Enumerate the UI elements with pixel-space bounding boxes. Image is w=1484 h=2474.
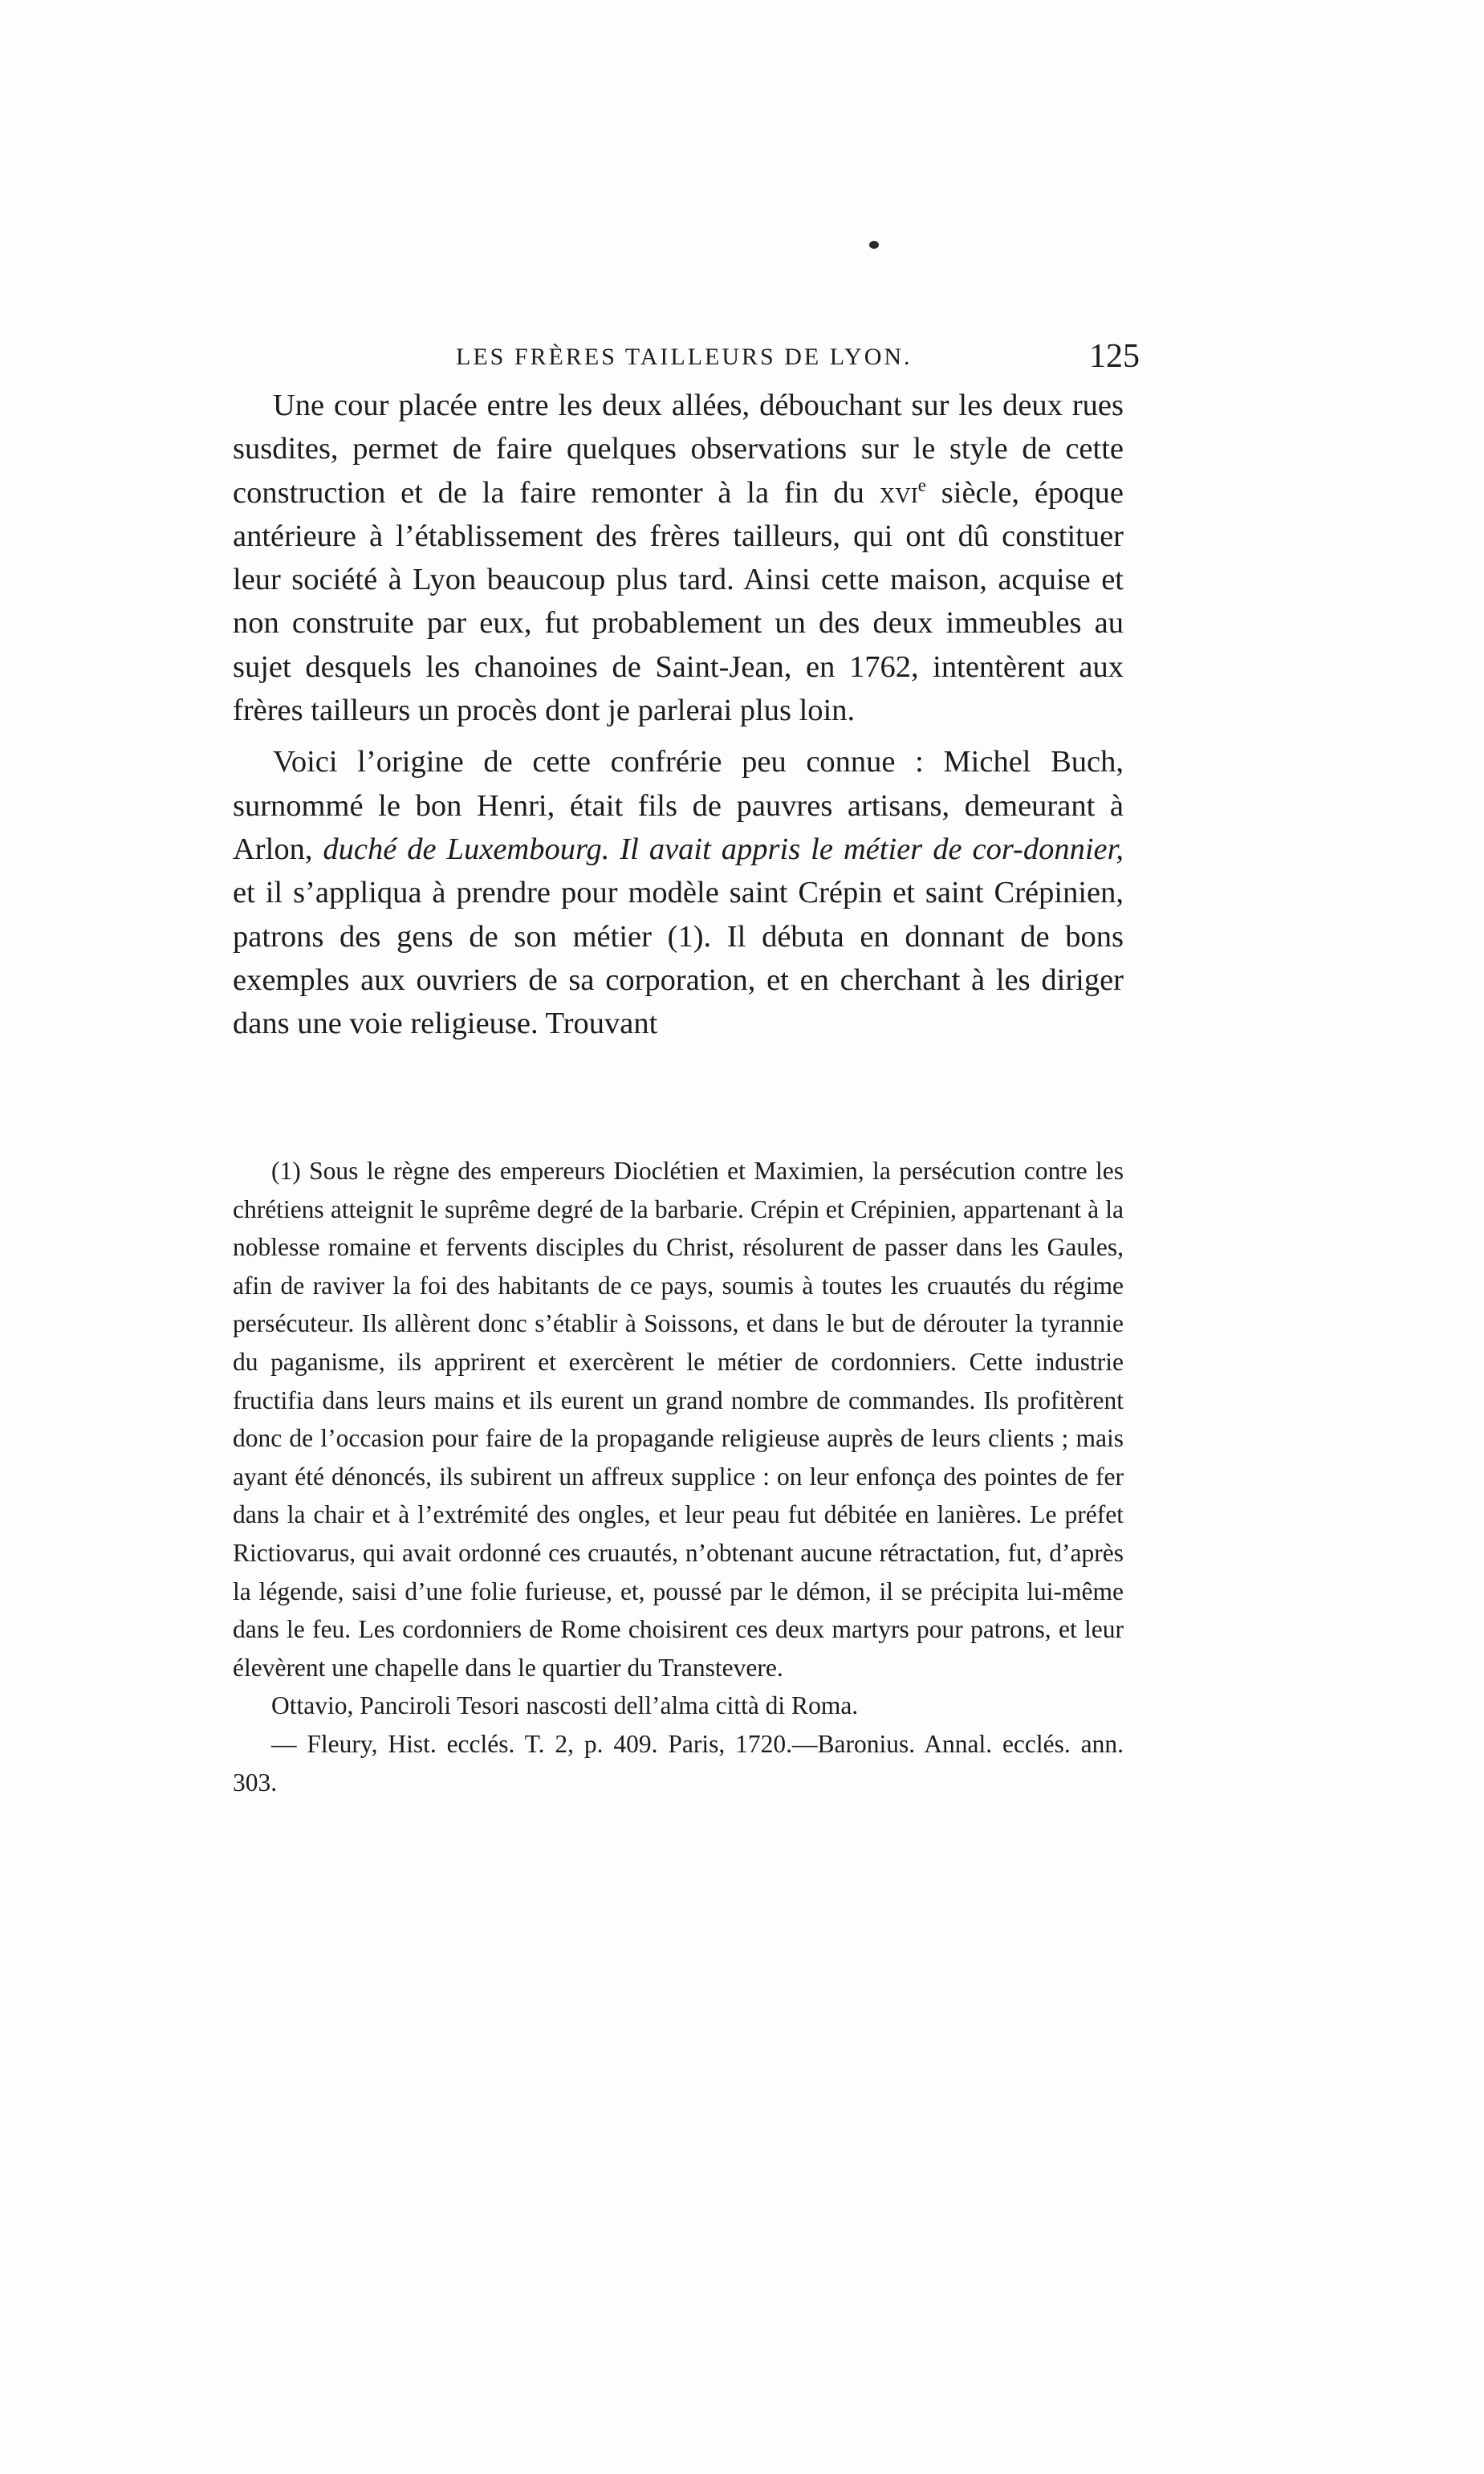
- page-number: 125: [1089, 338, 1140, 375]
- footnote-reference-1: Ottavio, Panciroli Tesori nascosti dell’alma città di Roma.: [271, 1691, 859, 1720]
- paragraph-2: [233, 740, 1124, 1045]
- paragraph-1-start: Une cour placée entre les deux allées, débouchant sur les deux rues susdites, permet de faire quelques observations sur le style de cette construction et de la faire remonter à la fin du: [233, 389, 1124, 510]
- running-head: [265, 340, 1140, 380]
- century-numeral: xvi: [879, 475, 918, 510]
- paragraph-1: [233, 384, 1124, 732]
- footnote-1: (1) Sous le règne des empereurs Dioclétien et Maximien, la persécution contre les chrétiens atteignit le suprême degré de la barbarie. Crépin et Crépinien, appartenant à la noblesse romaine et fervents disciples du Christ, résolurent de passer dans les Gaules, afin de raviver la foi des habitants de ce pays, soumis à toutes les cruautés du régime persécuteur. Ils allèrent donc s’établir à Soissons, et dans le but de dérouter la tyrannie du paganisme, ils apprirent et exercèrent le métier de cordonniers. Cette industrie fructifia dans leurs mains et ils eurent un grand nombre de commandes. Ils profitèrent donc de l’occasion pour faire de la propagande religieuse auprès de leurs clients ; mais ayant été dénoncés, ils subirent un affreux supplice : on leur enfonça des pointes de fer dans la chair et à l’extrémité des ongles, et leur peau fut débitée en lanières. Le préfet Rictiovarus, qui avait ordonné ces cruautés, n’obtenant aucune rétractation, fut, d’après la légende, saisi d’une folie furieuse, et, poussé par le démon, il se précipita lui-même dans le feu. Les cordonniers de Rome choisirent ces deux martyrs pour patrons, et leur élevèrent une chapelle dans le quartier du Transtevere.: [233, 1157, 1124, 1682]
- footnote-reference-2: — Fleury, Hist. ecclés. T. 2, p. 409. Paris, 1720.—Baronius. Annal. ecclés. ann. 303.: [233, 1729, 1124, 1796]
- running-title: LES FRÈRES TAILLEURS DE LYON.: [456, 344, 913, 370]
- ink-speck: [869, 241, 879, 249]
- main-text: [233, 384, 1124, 1045]
- paragraph-2-start: Voici l’origine de cette confrérie peu connue : Michel Buch, surnommé le bon Henri, était fils de pauvres artisans, demeurant à Arlon,: [233, 745, 1124, 866]
- century-suffix: e: [917, 474, 926, 495]
- paragraph-1-end: siècle, époque antérieure à l’établissement des frères tailleurs, qui ont dû constituer leur société à Lyon beaucoup plus tard. Ainsi cette maison, acquise et non construite par eux, fut probablement un des deux immeubles au sujet desquels les chanoines de Saint-Jean, en 1762, intentèrent aux frères tailleurs un procès dont je parlerai plus loin.: [233, 475, 1124, 728]
- footnotes: [233, 1152, 1124, 1801]
- paragraph-2-italic: duché de Luxembourg. Il avait appris le métier de cor-donnier,: [323, 832, 1124, 866]
- paragraph-2-end: et il s’appliqua à prendre pour modèle saint Crépin et saint Crépinien, patrons des gens de son métier (1). Il débuta en donnant de bons exemples aux ouvriers de sa corporation, et en cherchant à les diriger dans une voie religieuse. Trouvant: [233, 876, 1124, 1041]
